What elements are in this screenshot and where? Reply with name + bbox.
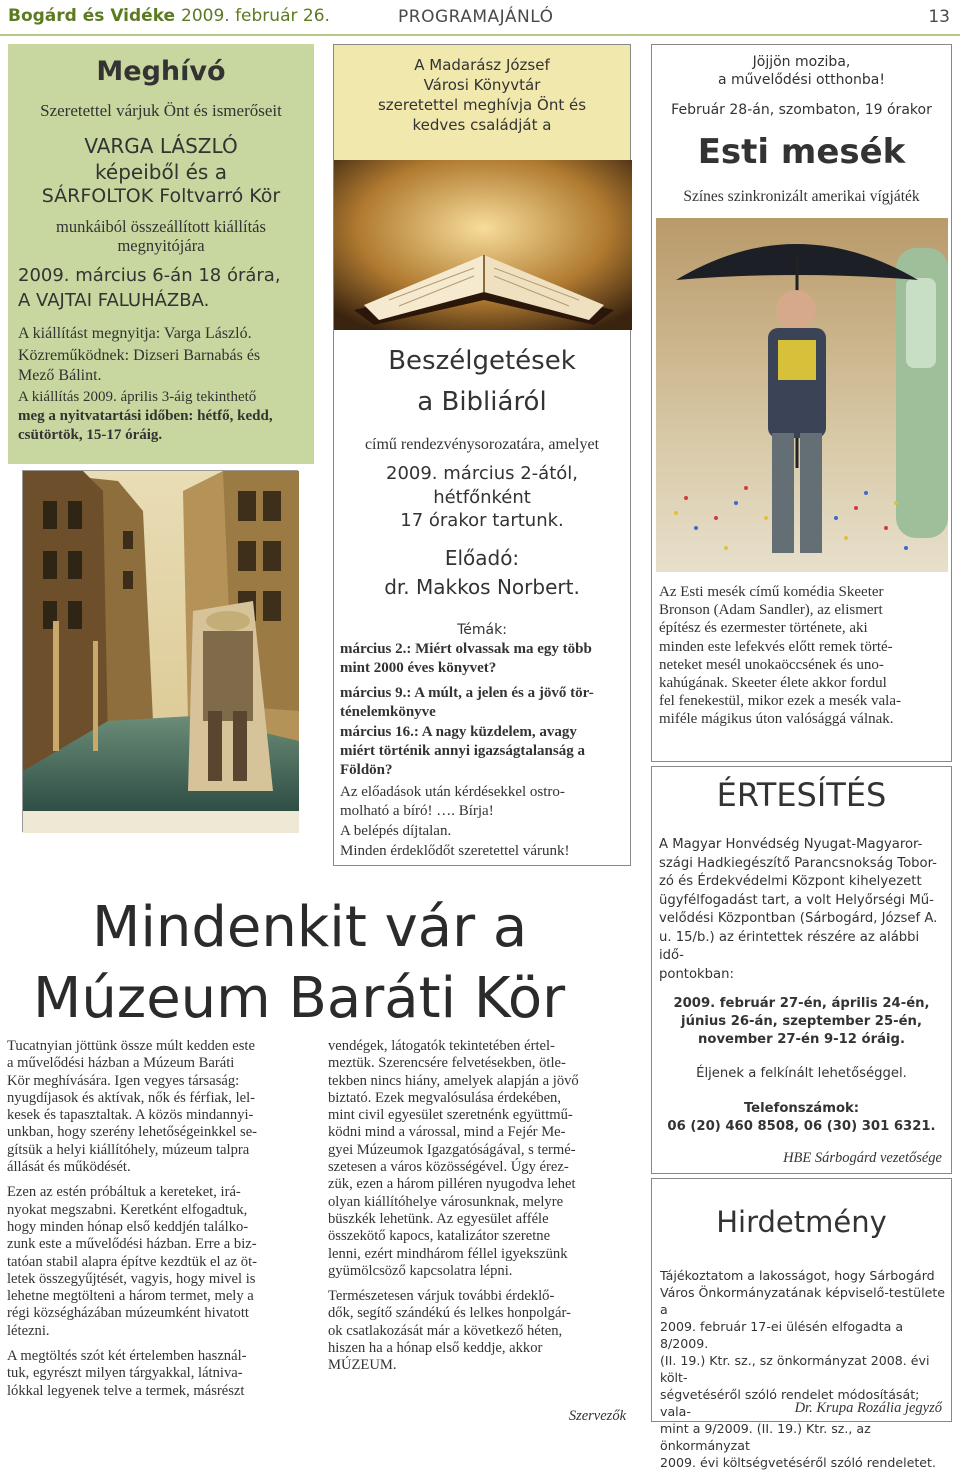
invitation-line4: munkáiból összeállított kiállítás xyxy=(56,217,266,236)
invitation-line5: megnyitójára xyxy=(117,236,205,255)
museum-column-1: Tucatnyian jöttünk össze múlt kedden este a művelődési házban a Múzeum Baráti Kör meghívására. Igen vegyes társaság: nyugdíjasok és aktívak, nők és férfiak, lel- kesek és tapasztaltak. A közös mindannyi- unkban, hogy szerény lehetőségeinkkel se- gítsük a helyi kiállítóhely, múzeum talpra állását és működését. Ezen az estén próbáltuk a kereteket, irá- nyokat megszabni. Keretként elfogadtuk, hogy minden hónap első keddjén találko- zunk este a művelődési házban. Erre a biz- tatóan stabil alapra építve kezdtük el az öt- letek összegyűjtését, vagyis, hogy mivel is lehetne megtölteni a három termet, mely a régi községházában múzeumként hivatott létezni. A megtöltés szót két értelemben használ- tuk, egyrészt milyen tárgyakkal, látniva- lókkal legyenek telve a termek, másrészt xyxy=(7,1038,258,1399)
invitation-venue: A VAJTAI FALUHÁZBA. xyxy=(18,290,210,311)
library-head-4: kedves családját a xyxy=(412,116,552,134)
movie-title: Esti mesék xyxy=(697,132,906,172)
notice-title: ÉRTESÍTÉS xyxy=(716,776,887,814)
notice-phone-label: Telefonszámok: xyxy=(743,1101,860,1116)
library-topic-3b: miért történik annyi igazságtalanság a xyxy=(340,743,585,759)
museum-headline-2: Múzeum Baráti Kör xyxy=(33,966,566,1031)
invitation-visit-2: meg a nyitvatartási időben: hétfő, kedd, xyxy=(18,408,273,424)
publication-title: Bogárd és Vidéke 2009. február 26. xyxy=(8,6,330,26)
bible-photo xyxy=(333,160,631,330)
notice-dates-1: 2009. február 27-én, április 24-én, xyxy=(673,996,930,1011)
notice-phones: 06 (20) 460 8508, 06 (30) 301 6321. xyxy=(667,1119,936,1134)
library-when-2: hétfőnként xyxy=(433,487,531,508)
library-when-1: 2009. március 2-ától, xyxy=(386,463,578,484)
invitation-line2: képeiből és a xyxy=(95,160,227,184)
museum-signature: Szervezők xyxy=(568,1408,626,1424)
invitation-artist: VARGA LÁSZLÓ xyxy=(84,134,238,158)
library-topic-2a: március 9.: A múlt, a jelen és a jövő tör- xyxy=(340,685,594,701)
movie-date: Február 28-án, szombaton, 19 órakor xyxy=(671,102,932,118)
library-topic-1b: mint 2000 éves könyvet? xyxy=(340,660,497,676)
movie-head-2: a művelődési otthonba! xyxy=(718,72,885,88)
library-head-1: A Madarász József xyxy=(414,56,550,74)
museum-headline-1: Mindenkit vár a xyxy=(92,895,528,960)
issue-date: 2009. február 26. xyxy=(181,6,330,26)
announcement-body: Tájékoztatom a lakosságot, hogy Sárbogárd Város Önkormányzatának képviselő-testülete a 2009. február 17-ei ülésén elfogadta a 8/2009. (II. 19.) Ktr. sz., sz önkormányzat 2008. évi költ- ségvetéséről szóló rendelet módosítását; vala- mint a 9/2009. (II. 19.) Ktr. sz., az önkormányzat 2009. évi költségvetéséről szóló rendeletet. xyxy=(660,1268,946,1470)
notice-signature: HBE Sárbogárd vezetősége xyxy=(783,1150,942,1166)
venice-painting xyxy=(22,470,298,832)
invitation-opener: A kiállítást megnyitja: Varga László. xyxy=(18,325,252,342)
library-speaker-label: Előadó: xyxy=(444,546,520,570)
library-note-1: Az előadások után kérdésekkel ostro- xyxy=(340,784,565,800)
library-note-3: A belépés díjtalan. xyxy=(340,823,452,839)
notice-dates-3: november 27-én 9-12 óráig. xyxy=(698,1032,905,1047)
library-note-4: Minden érdeklődőt szeretettel várunk! xyxy=(340,843,570,859)
library-body-frame xyxy=(333,330,631,866)
movie-description: Az Esti mesék című komédia Skeeter Bronson (Adam Sandler), az elismert építész és ezermester története, aki minden este lefekvés előtt remek törté- neteket mesél unokaöccsének és uno- kahúgának. Skeeter élete akkor fordul fel fenekestül, mikor ezek a mesék vala- miféle mágikus úton valósággá válnak. xyxy=(659,584,901,728)
announcement-title: Hirdetmény xyxy=(716,1205,887,1239)
invitation-visit-3: csütörtök, 15-17 óráig. xyxy=(18,427,163,443)
invitation-intro: Szeretettel várjuk Önt és ismerőseit xyxy=(40,101,282,120)
library-topics-label: Témák: xyxy=(457,622,507,638)
notice-dates-2: június 26-án, szeptember 25-én, xyxy=(681,1014,922,1029)
library-topic-2b: ténelemkönyve xyxy=(340,704,436,720)
invitation-contributors-1: Közreműködnek: Dizseri Barnabás és xyxy=(18,347,261,364)
page-number: 13 xyxy=(928,7,950,27)
notice-body: A Magyar Honvédség Nyugat-Magyaror- szági Hadkiegészítő Parancsnokság Tobor- zó és Érdekvédelmi Központ kihelyezett ügyfélfogadást tart, a volt Helyőrségi Mű- velődési Központban (Sárbogárd, József A. u. 15/b.) az érintettek részére az alábbi idő- pontokban: xyxy=(659,837,938,982)
library-head-3: szeretettel meghívja Önt és xyxy=(377,96,587,114)
library-speaker: dr. Makkos Norbert. xyxy=(384,575,580,599)
library-head-2: Városi Könyvtár xyxy=(423,76,541,94)
library-sub: című rendezvénysorozatára, amelyet xyxy=(364,436,600,453)
library-title-1: Beszélgetések xyxy=(388,346,576,376)
library-note-2: molható a bíró! …. Bírja! xyxy=(340,803,494,819)
movie-head-1: Jöjjön moziba, xyxy=(752,54,851,70)
museum-column-2: vendégek, látogatók tekintetében értel- meztük. Szerencsére felvetésekben, ötle- tekben nincs hiány, amelyek alapján a jövő biztató. Ezek megvalósulása érdekében, mint civil egyesület szeretnénk együttmű- ködni mind a várossal, mind a Fejér Me- gyei Múzeumok Igazgatóságával, s termé- szetesen a város közösségével. Úgy érez- zük, ezen a három pilléren nyugodva lehet olyan kiállítóhelye városunknak, melyre büszkék lehetünk. Az egyesület afféle összekötő kapocs, katalizátor szeretne lenni, ezért mindhárom féllel igyekszünk gyümölcsöző kapcsolatra lépni. Természetesen várjuk további érdeklő- dők, segítő szándékú és lelkes honpolgár- ok csatlakozását már a következő héten, hiszen ha a hónap első keddje, akkor MÚZEUM. xyxy=(328,1038,579,1374)
library-when-3: 17 órakor tartunk. xyxy=(400,510,564,531)
invitation-visit-1: A kiállítás 2009. április 3-áig tekinthető xyxy=(18,389,257,405)
section-title: PROGRAMAJÁNLÓ xyxy=(398,7,554,27)
invitation-line3: SÁRFOLTOK Foltvarró Kör xyxy=(41,185,281,207)
library-topic-3c: Földön? xyxy=(340,762,393,778)
announcement-signature: Dr. Krupa Rozália jegyző xyxy=(794,1400,942,1416)
movie-poster-photo xyxy=(656,218,948,572)
notice-offer: Éljenek a felkínált lehetőséggel. xyxy=(696,1066,907,1081)
library-title-2: a Bibliáról xyxy=(417,387,547,417)
invitation-contributors-2: Mező Bálint. xyxy=(18,367,102,384)
library-topic-1a: március 2.: Miért olvassak ma egy több xyxy=(340,641,592,657)
library-topic-3a: március 16.: A nagy küzdelem, avagy xyxy=(340,724,577,740)
movie-subtitle: Színes szinkronizált amerikai vígjáték xyxy=(683,188,920,205)
invitation-title: Meghívó xyxy=(96,56,226,87)
invitation-date: 2009. március 6-án 18 órára, xyxy=(18,265,281,286)
